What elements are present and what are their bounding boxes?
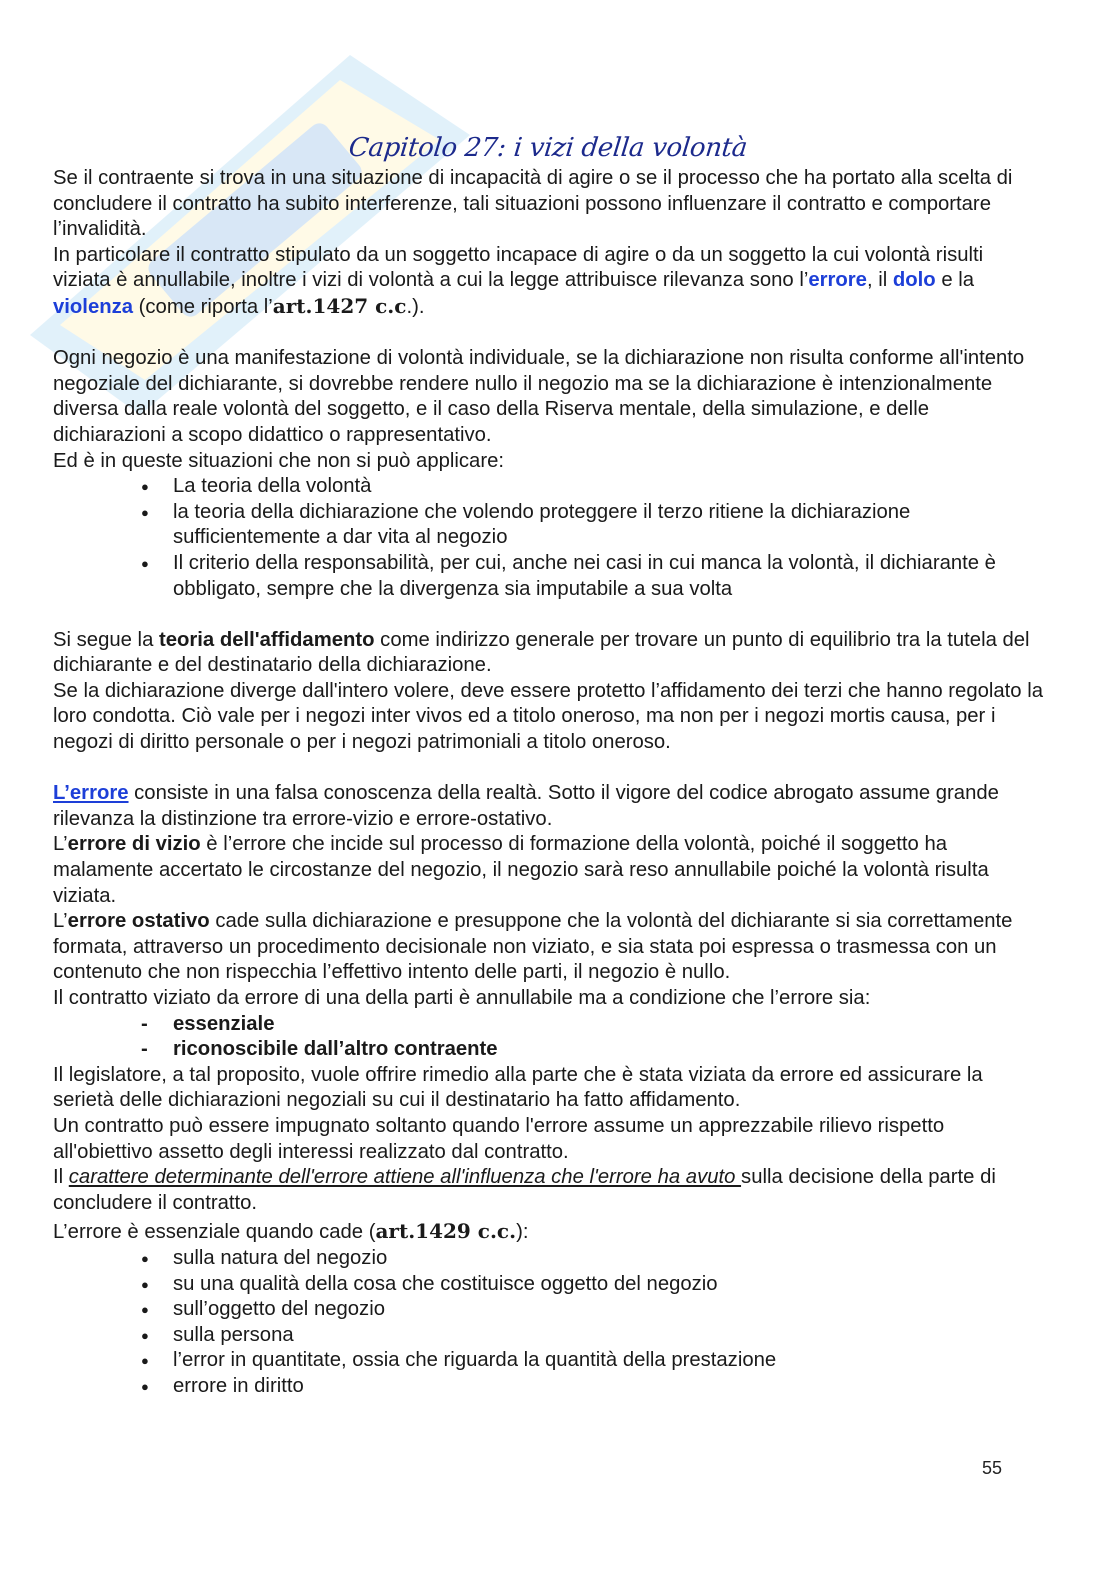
paragraph-essenziale: L’errore è essenziale quando cade (art.1429 c.c.): <box>53 1219 529 1244</box>
conditions-list <box>53 1012 1043 1063</box>
paragraph-errore-vizio: L’errore di vizio è l’errore che incide sul processo di formazione della volontà, poiché il soggetto ha malamente accertato le circostanze del negozio, il negozio sarà reso annullabile poiché la volontà risulta viziata. <box>53 833 989 907</box>
paragraph-errore: L’errore consiste in una falsa conoscenza della realtà. Sotto il vigore del codice abrogato assume grande rilevanza la distinzione tra errore-vizio e errore-ostativo. <box>53 782 999 830</box>
list-item: ● sulla natura del negozio <box>53 1246 1043 1272</box>
page-number: 55 <box>982 1458 1003 1478</box>
document-page <box>53 130 1043 1400</box>
list-item: ● La teoria della volontà <box>53 474 1043 500</box>
essential-error-list <box>53 1246 1043 1400</box>
term-violenza: violenza <box>53 295 134 318</box>
paragraph-legislatore: Il legislatore, a tal proposito, vuole offrire rimedio alla parte che è stata viziata da errore ed assicurare la serietà delle dichiarazioni negoziali su cui il destinatario ha fatto affidamento. <box>53 1063 983 1112</box>
list-item: ● Il criterio della responsabilità, per cui, anche nei casi in cui manca la volontà, il dichiarante è obbligato, sempre che la divergenza sia imputabile a sua volta <box>53 551 1043 602</box>
term-errore: errore <box>808 269 867 292</box>
list-item: ● l’error in quantitate, ossia che riguarda la quantità della prestazione <box>53 1348 1043 1374</box>
paragraph-errore-ostativo: L’errore ostativo cade sulla dichiarazione e presuppone che la volontà del dichiarante si sia correttamente formata, attraverso un procedimento decisionale non viziato, e sia stata poi espressa o trasmessa con un contenuto che non rispecchia l’effettivo intento delle parti, il negozio è nullo. <box>53 910 1013 984</box>
paragraph-determinante: Il carattere determinante dell'errore attiene all'influenza che l'errore ha avuto sulla decisione della parte di concludere il contratto. <box>53 1166 996 1214</box>
underlined-text: carattere determinante dell'errore attiene all'influenza che l'errore ha avuto <box>68 1166 742 1189</box>
list-item: - essenziale <box>53 1012 1043 1038</box>
paragraph-impugnato: Un contratto può essere impugnato soltanto quando l'errore assume un apprezzabile rilievo rispetto all'obiettivo assetto degli interessi realizzato dal contratto. <box>53 1114 945 1163</box>
term-errore-vizio: errore di vizio <box>67 833 201 856</box>
paragraph-affidamento: Si segue la teoria dell'affidamento come indirizzo generale per trovare un punto di equilibrio tra la tutela del dichiarante e del destinatario della dichiarazione. <box>53 628 1030 677</box>
chapter-title: Capitolo 27: i vizi della volontà <box>347 133 749 163</box>
paragraph-negozio: Ogni negozio è una manifestazione di volontà individuale, se la dichiarazione non risulta conforme all'intento negoziale del dichiarante, si dovrebbe rendere nullo il negozio ma se la dichiarazione è intenzionalmente diversa dalla reale volontà del soggetto, e il caso della Riserva mentale, della simulazione, e delle dichiarazioni a scopo didattico o rappresentativo. <box>53 347 1025 446</box>
list-item: ● sull’oggetto del negozio <box>53 1297 1043 1323</box>
list-item: - riconoscibile dall’altro contraente <box>53 1037 1043 1063</box>
paragraph-annullabile: In particolare il contratto stipulato da un soggetto incapace di agire o da un soggetto la cui volontà risulti viziata è annullabile, inoltre i vizi di volontà a cui la legge attribuisce rilevanza sono l’errore, il dolo e la violenza (come riporta l’art.1427 c.c.). <box>53 243 984 318</box>
paragraph-divergenza: Se la dichiarazione diverge dall'intero volere, deve essere protetto l’affidamento dei terzi che hanno regolato la loro condotta. Ciò vale per i negozi inter vivos ed a titolo oneroso, ma non per i negozi mortis causa, per i negozi di diritto personale o per i negozi patrimoniali a titolo oneroso. <box>53 679 1043 754</box>
theories-list <box>53 474 1043 602</box>
article-ref: art.1427 c.c <box>272 293 407 318</box>
term-errore-ostativo: errore ostativo <box>67 910 210 933</box>
paragraph-condizione: Il contratto viziato da errore di una della parti è annullabile ma a condizione che l’errore sia: <box>53 987 871 1009</box>
list-item: ● errore in diritto <box>53 1374 1043 1400</box>
term-affidamento: teoria dell'affidamento <box>158 628 375 651</box>
paragraph-situazioni: Ed è in queste situazioni che non si può applicare: <box>53 449 504 472</box>
list-item: ● su una qualità della cosa che costituisce oggetto del negozio <box>53 1272 1043 1298</box>
list-item: ● sulla persona <box>53 1323 1043 1349</box>
errore-link[interactable]: L’errore <box>53 782 129 805</box>
paragraph-intro: Se il contraente si trova in una situazione di incapacità di agire o se il processo che ha portato alla scelta di concludere il contratto ha subito interferenze, tali situazioni possono influenzare il contratto e comportare l’invalidità. <box>53 167 1013 241</box>
article-ref: art.1429 c.c. <box>375 1219 517 1244</box>
term-dolo: dolo <box>892 269 936 292</box>
list-item: ● la teoria della dichiarazione che volendo proteggere il terzo ritiene la dichiarazione sufficientemente a dar vita al negozio <box>53 500 1043 551</box>
